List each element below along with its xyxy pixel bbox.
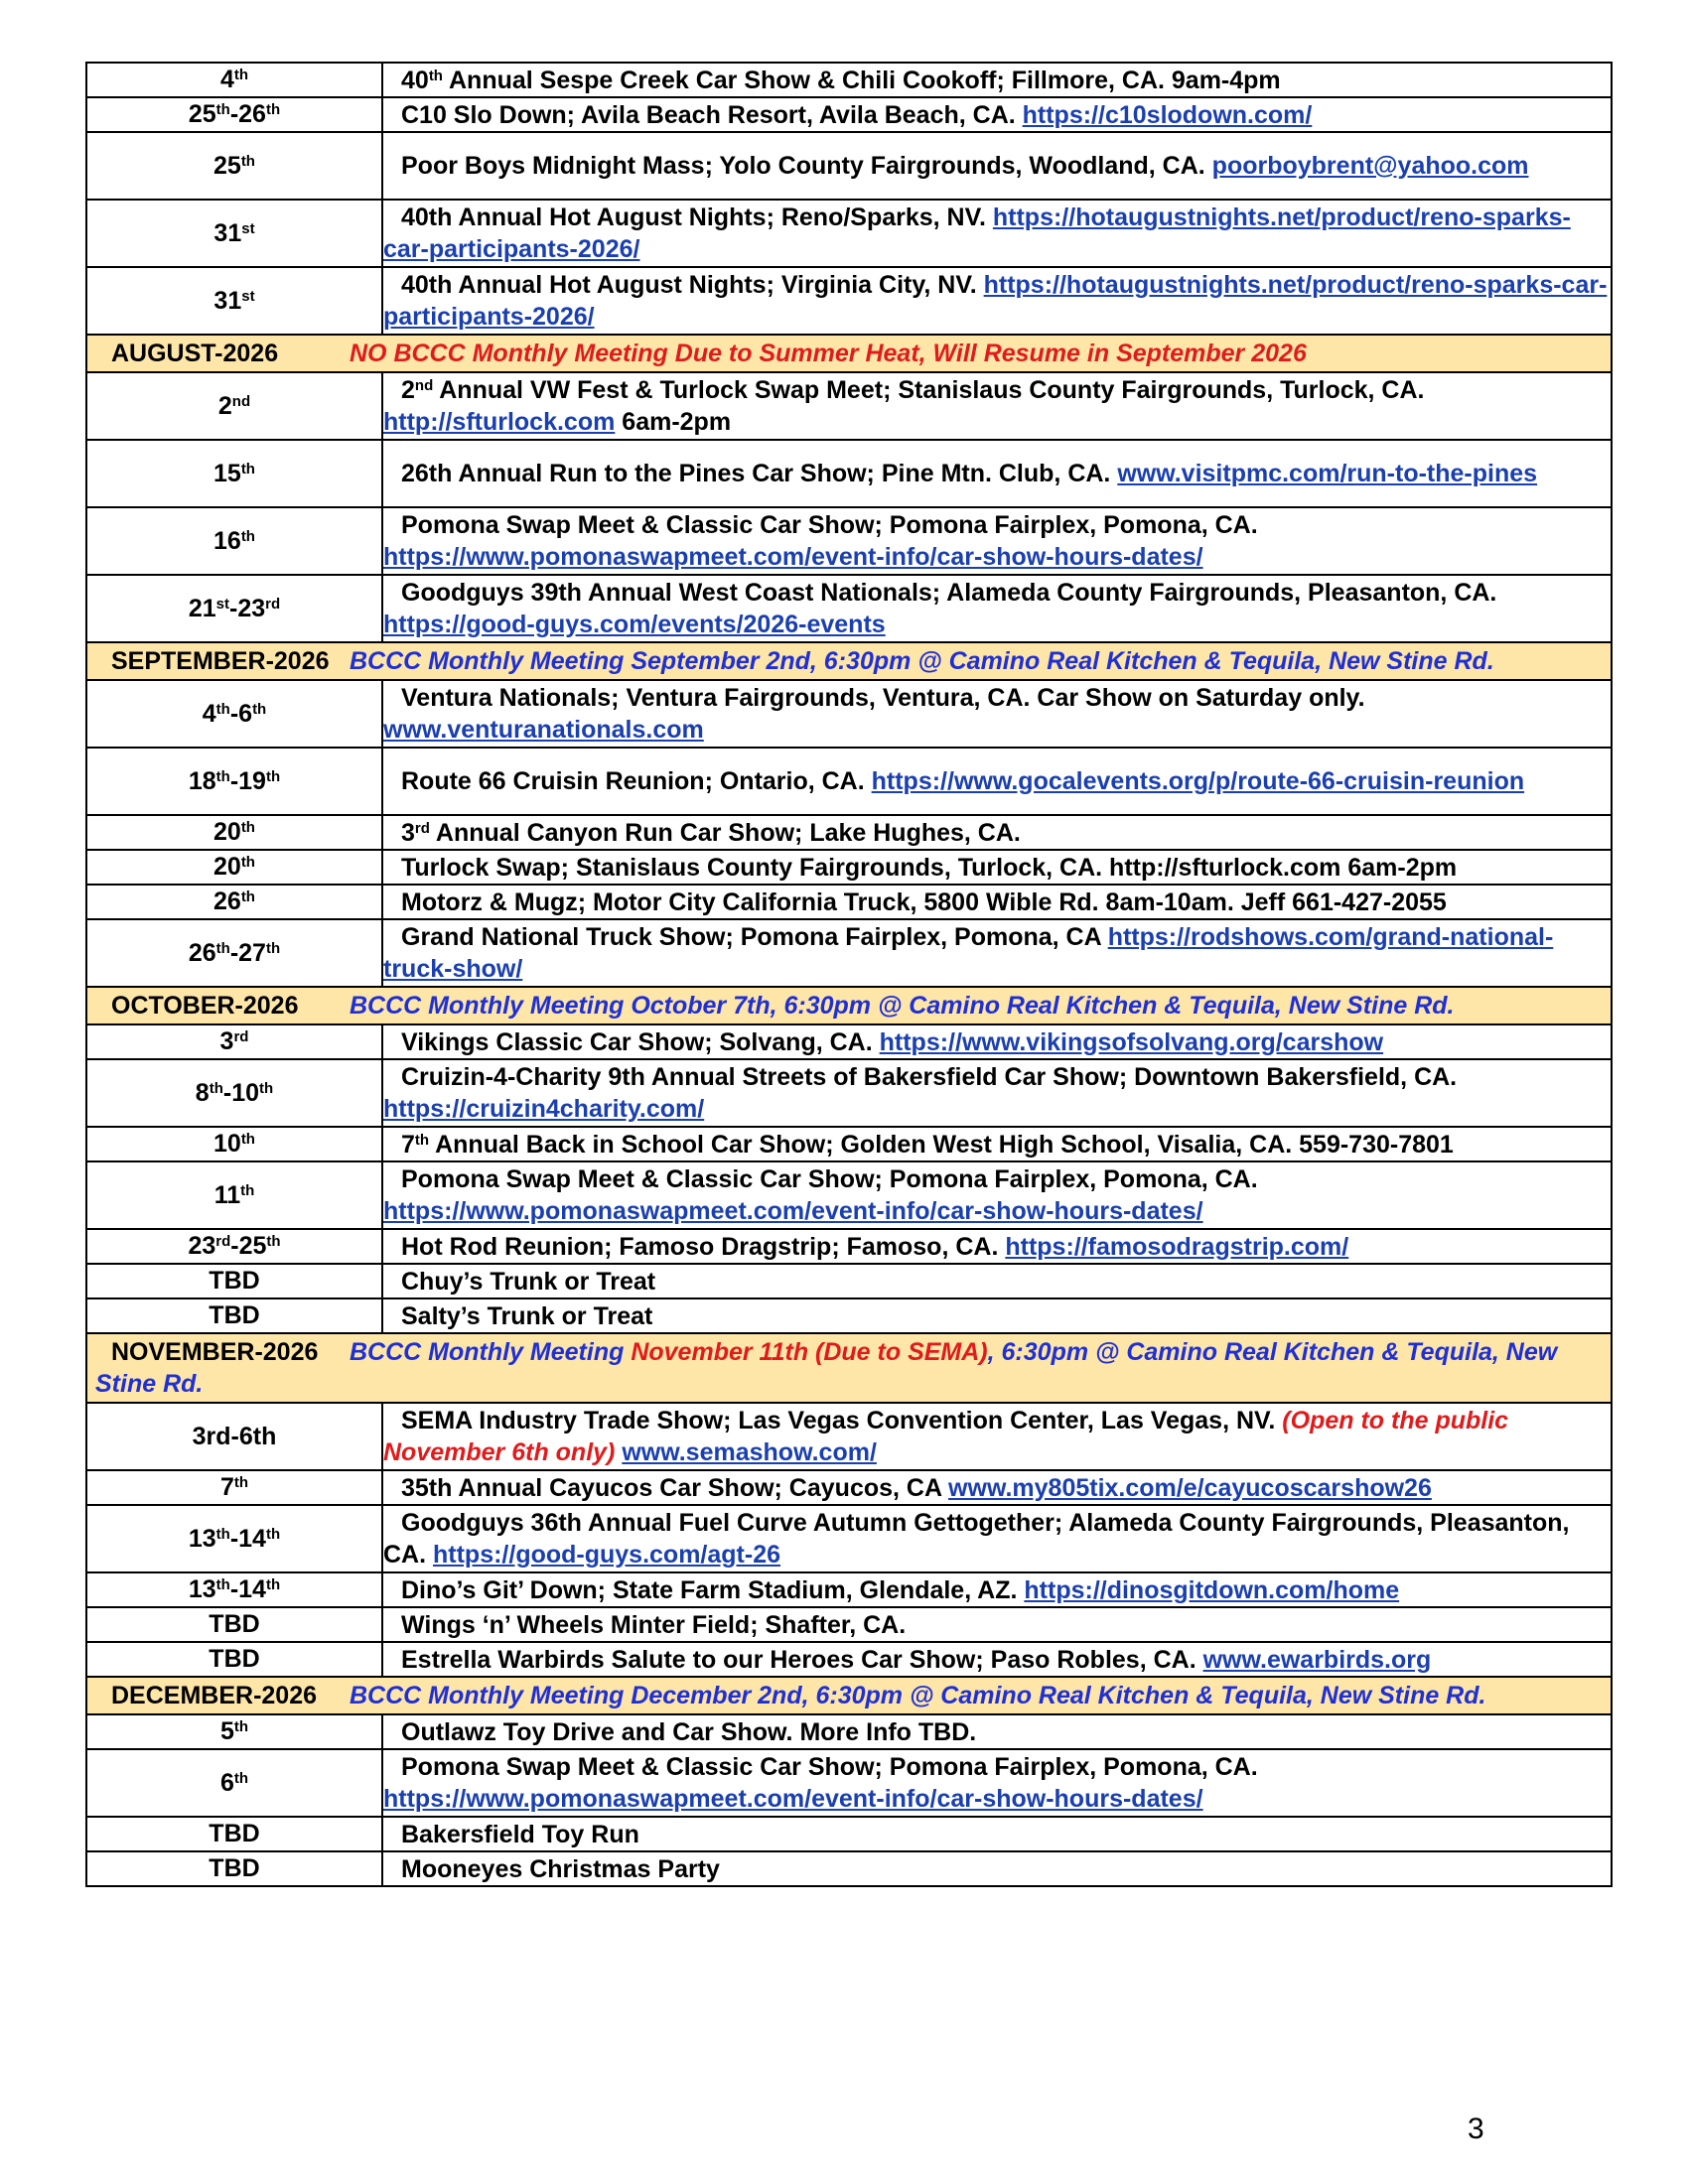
event-date <box>86 97 382 132</box>
event-indent <box>383 854 401 882</box>
event-row <box>86 267 1612 335</box>
event-row <box>86 1817 1612 1851</box>
meeting-note-text: November 11th (Due to SEMA) <box>631 1338 988 1366</box>
event-text: Pomona Swap Meet & Classic Car Show; Pomona Fairplex, Pomona, CA. <box>401 1165 1258 1193</box>
event-description <box>382 919 1612 987</box>
month-header-row <box>86 335 1612 372</box>
event-text: 8 <box>195 1078 210 1107</box>
event-text: Turlock Swap; Stanislaus County Fairgrounds, Turlock, CA. http://sfturlock.com 6am-2pm <box>401 853 1458 882</box>
ordinal-suffix: th <box>240 152 255 170</box>
event-date <box>86 63 382 97</box>
ordinal-suffix: th <box>240 527 255 545</box>
event-text: 13 <box>188 1524 216 1553</box>
event-description <box>382 1470 1612 1505</box>
event-description <box>382 748 1612 815</box>
event-date <box>86 1851 382 1886</box>
event-date <box>86 267 382 335</box>
event-description <box>382 1298 1612 1333</box>
event-indent <box>383 271 401 299</box>
event-text: 20 <box>213 853 241 881</box>
event-date <box>86 1229 382 1264</box>
event-text: Goodguys 36th Annual Fuel Curve Autumn Gettogether; Alameda County Fairgrounds, Pleasanton, CA. <box>383 1509 1570 1569</box>
event-link[interactable]: www.semashow.com/ <box>622 1438 877 1466</box>
event-text: 31 <box>213 218 242 247</box>
event-text: 7 <box>219 1473 234 1501</box>
event-indent <box>383 819 401 847</box>
event-text: 2 <box>217 391 232 420</box>
event-link[interactable]: www.venturanationals.com <box>383 716 704 744</box>
event-indent <box>383 1302 401 1330</box>
event-text: 35th Annual Cayucos Car Show; Cayucos, CA <box>401 1473 949 1502</box>
event-text: TBD <box>209 1645 260 1673</box>
event-description <box>382 63 1612 97</box>
month-header-cell <box>86 1333 1612 1403</box>
event-indent <box>383 1821 401 1848</box>
event-description <box>382 1024 1612 1059</box>
event-row <box>86 850 1612 885</box>
event-row <box>86 680 1612 748</box>
event-row <box>86 1024 1612 1059</box>
month-title: AUGUST-2026 <box>111 340 279 367</box>
event-indent <box>383 1407 401 1434</box>
event-date <box>86 507 382 575</box>
month-title: DECEMBER-2026 <box>111 1682 318 1709</box>
month-header-row <box>86 642 1612 680</box>
event-text: Chuy’s Trunk or Treat <box>401 1267 656 1296</box>
event-indent <box>383 1611 401 1639</box>
event-row <box>86 200 1612 267</box>
event-text: Ventura Nationals; Ventura Fairgrounds, Ventura, CA. Car Show on Saturday only. <box>401 684 1365 712</box>
event-text: -26 <box>229 100 266 128</box>
event-date <box>86 680 382 748</box>
ordinal-suffix: th <box>215 767 230 785</box>
event-text: 5 <box>219 1717 234 1745</box>
event-indent <box>383 1063 401 1091</box>
event-text: -14 <box>229 1575 266 1603</box>
ordinal-suffix: rd <box>233 1028 249 1045</box>
event-link[interactable]: https://www.pomonaswapmeet.com/event-info/car-show-hours-dates/ <box>383 543 1203 571</box>
event-text: 2 <box>401 376 415 404</box>
month-header-row <box>86 1333 1612 1403</box>
event-text: 6am-2pm <box>615 408 732 436</box>
event-description <box>382 1607 1612 1642</box>
month-header-cell <box>86 1677 1612 1714</box>
event-description <box>382 1229 1612 1264</box>
event-date <box>86 1572 382 1607</box>
event-date <box>86 1505 382 1572</box>
event-text: TBD <box>209 1267 260 1295</box>
ordinal-suffix: th <box>265 1576 281 1593</box>
event-date <box>86 1059 382 1127</box>
event-text: 15 <box>213 459 241 487</box>
event-text: 3rd-6th <box>192 1422 277 1450</box>
ordinal-suffix: st <box>215 595 229 613</box>
ordinal-suffix: rd <box>215 1233 231 1250</box>
event-text: Grand National Truck Show; Pomona Fairplex, Pomona, CA <box>401 923 1108 951</box>
event-row <box>86 97 1612 132</box>
event-text: Estrella Warbirds Salute to our Heroes Car Show; Paso Robles, CA. <box>401 1645 1203 1674</box>
event-text: 25 <box>213 151 241 180</box>
event-row <box>86 919 1612 987</box>
event-row <box>86 1642 1612 1677</box>
event-text: 23 <box>188 1232 216 1260</box>
event-row <box>86 1264 1612 1298</box>
ordinal-suffix: rd <box>265 595 281 613</box>
event-row <box>86 372 1612 440</box>
event-text: C10 Slo Down; Avila Beach Resort, Avila Beach, CA. <box>401 100 1023 129</box>
ordinal-suffix: st <box>241 287 255 305</box>
event-description <box>382 885 1612 919</box>
event-link[interactable]: https://good-guys.com/events/2026-events <box>383 611 886 638</box>
ordinal-suffix: th <box>265 1525 281 1543</box>
ordinal-suffix: th <box>233 1769 249 1787</box>
event-text: TBD <box>209 1854 260 1882</box>
event-row <box>86 575 1612 642</box>
event-indent <box>383 767 401 795</box>
events-calendar-body <box>86 63 1612 1886</box>
event-description <box>382 1505 1612 1572</box>
event-text: Pomona Swap Meet & Classic Car Show; Pomona Fairplex, Pomona, CA. <box>401 511 1258 539</box>
event-indent <box>383 888 401 916</box>
event-link[interactable]: https://hotaugustnights.net/product/reno-sparks-car-participants-2026/ <box>383 271 1608 331</box>
ordinal-suffix: th <box>233 1474 249 1491</box>
meeting-note-text: BCCC Monthly Meeting <box>350 1338 632 1366</box>
event-text: Salty’s Trunk or Treat <box>401 1301 653 1330</box>
event-link[interactable]: https://www.pomonaswapmeet.com/event-info/car-show-hours-dates/ <box>383 1197 1203 1225</box>
event-text: Vikings Classic Car Show; Solvang, CA. <box>401 1027 880 1056</box>
event-text: 40th Annual Hot August Nights; Virginia City, NV. <box>401 271 984 299</box>
month-header-cell <box>86 642 1612 680</box>
event-link[interactable]: https://good-guys.com/agt-26 <box>433 1541 780 1569</box>
ordinal-suffix: th <box>240 1181 255 1199</box>
event-text: 40 <box>401 66 429 94</box>
event-link[interactable]: https://hotaugustnights.net/product/reno-sparks-car-participants-2026/ <box>383 204 1571 263</box>
event-text: 26th Annual Run to the Pines Car Show; Pine Mtn. Club, CA. <box>401 460 1118 487</box>
events-calendar-table <box>85 62 1613 1887</box>
event-description <box>382 1572 1612 1607</box>
ordinal-suffix: th <box>266 1233 281 1250</box>
ordinal-suffix: th <box>414 1131 430 1149</box>
event-text: 10 <box>213 1130 241 1158</box>
event-date <box>86 1024 382 1059</box>
ordinal-suffix: th <box>265 767 281 785</box>
event-link[interactable]: www.my805tix.com/e/cayucoscarshow26 <box>948 1473 1432 1502</box>
event-text: TBD <box>209 1610 260 1638</box>
event-text: 20 <box>213 818 241 846</box>
event-text: -10 <box>222 1078 260 1107</box>
event-description <box>382 440 1612 507</box>
event-indent <box>383 101 401 129</box>
event-indent <box>383 1509 401 1537</box>
event-description <box>382 1403 1612 1470</box>
ordinal-suffix: th <box>240 854 255 871</box>
event-description <box>382 1817 1612 1851</box>
event-row <box>86 1851 1612 1886</box>
event-description <box>382 200 1612 267</box>
event-row <box>86 1127 1612 1161</box>
event-text: 11 <box>213 1180 241 1209</box>
event-text: 25 <box>188 100 216 128</box>
event-description <box>382 680 1612 748</box>
month-header-row <box>86 1677 1612 1714</box>
event-text: -19 <box>229 766 266 795</box>
event-link[interactable]: www.visitpmc.com/run-to-the-pines <box>1117 460 1538 487</box>
event-row <box>86 1572 1612 1607</box>
ordinal-suffix: th <box>215 700 230 718</box>
event-note-text: (Open to the public November 6th only) <box>383 1407 1509 1466</box>
event-date <box>86 440 382 507</box>
event-indent <box>383 684 401 712</box>
event-text: Annual VW Fest & Turlock Swap Meet; Stanislaus County Fairgrounds, Turlock, CA. <box>433 376 1425 404</box>
event-date <box>86 1403 382 1470</box>
event-description <box>382 1161 1612 1229</box>
event-description <box>382 1714 1612 1749</box>
event-description <box>382 372 1612 440</box>
ordinal-suffix: th <box>240 1131 255 1148</box>
event-text: TBD <box>209 1301 260 1329</box>
ordinal-suffix: th <box>240 819 255 836</box>
event-text: Motorz & Mugz; Motor City California Truck, 5800 Wible Rd. 8am-10am. Jeff 661-427-2055 <box>401 887 1447 916</box>
event-date <box>86 748 382 815</box>
event-row <box>86 1714 1612 1749</box>
event-date <box>86 1161 382 1229</box>
event-text: -27 <box>229 938 266 967</box>
event-description <box>382 97 1612 132</box>
event-description <box>382 132 1612 200</box>
event-description <box>382 1264 1612 1298</box>
event-indent <box>383 1576 401 1604</box>
event-text: 4 <box>219 66 234 93</box>
event-date <box>86 200 382 267</box>
event-date <box>86 850 382 885</box>
event-text: Poor Boys Midnight Mass; Yolo County Fairgrounds, Woodland, CA. <box>401 152 1212 180</box>
event-row <box>86 132 1612 200</box>
ordinal-suffix: rd <box>414 819 430 837</box>
event-description <box>382 850 1612 885</box>
event-link[interactable]: www.ewarbirds.org <box>1202 1645 1432 1674</box>
event-description <box>382 575 1612 642</box>
event-text: 26 <box>188 938 216 967</box>
ordinal-suffix: th <box>233 1718 249 1735</box>
event-indent <box>383 579 401 607</box>
event-row <box>86 1403 1612 1470</box>
event-row <box>86 1298 1612 1333</box>
event-row <box>86 507 1612 575</box>
event-indent <box>383 923 401 951</box>
event-description <box>382 1059 1612 1127</box>
event-description <box>382 1127 1612 1161</box>
event-text: Outlawz Toy Drive and Car Show. More Info TBD. <box>401 1717 977 1746</box>
event-date <box>86 1470 382 1505</box>
event-text: 13 <box>188 1575 216 1603</box>
event-date <box>86 1607 382 1642</box>
event-text: -6 <box>229 699 253 728</box>
event-row <box>86 1749 1612 1817</box>
event-indent <box>383 1268 401 1296</box>
event-indent <box>383 1474 401 1502</box>
event-text: Goodguys 39th Annual West Coast Nationals; Alameda County Fairgrounds, Pleasanton, CA. <box>401 579 1497 607</box>
ordinal-suffix: th <box>209 1079 223 1097</box>
event-text: -14 <box>229 1524 266 1553</box>
ordinal-suffix: th <box>240 460 255 478</box>
event-text: Annual Back in School Car Show; Golden West High School, Visalia, CA. 559-730-7801 <box>429 1130 1454 1159</box>
event-text: 40th Annual Hot August Nights; Reno/Sparks, NV. <box>401 204 993 231</box>
ordinal-suffix: st <box>241 219 255 237</box>
event-indent <box>383 67 401 94</box>
event-date <box>86 1714 382 1749</box>
month-header-cell <box>86 335 1612 372</box>
ordinal-suffix: th <box>215 1576 230 1593</box>
event-text: Mooneyes Christmas Party <box>401 1854 720 1883</box>
event-date <box>86 1749 382 1817</box>
event-description <box>382 815 1612 850</box>
ordinal-suffix: th <box>215 939 230 957</box>
ordinal-suffix: th <box>428 67 443 84</box>
event-link[interactable]: http://sfturlock.com <box>383 408 616 436</box>
event-date <box>86 1642 382 1677</box>
event-row <box>86 815 1612 850</box>
event-text: Annual Sespe Creek Car Show & Chili Cookoff; Fillmore, CA. 9am-4pm <box>442 66 1281 94</box>
event-date <box>86 1264 382 1298</box>
event-link[interactable]: https://rodshows.com/grand-national-truck-show/ <box>383 923 1554 983</box>
event-text: Bakersfield Toy Run <box>401 1820 639 1848</box>
ordinal-suffix: th <box>233 67 249 83</box>
event-link[interactable]: https://famosodragstrip.com/ <box>1005 1232 1349 1261</box>
event-indent <box>383 1718 401 1746</box>
event-date <box>86 1298 382 1333</box>
month-title: NOVEMBER-2026 <box>111 1338 319 1366</box>
event-text: Hot Rod Reunion; Famoso Dragstrip; Famoso, CA. <box>401 1232 1006 1261</box>
event-date <box>86 815 382 850</box>
event-text: 7 <box>401 1130 415 1159</box>
meeting-note-text: BCCC Monthly Meeting September 2nd, 6:30pm @ Camino Real Kitchen & Tequila, New Stine Rd. <box>350 647 1494 675</box>
event-row <box>86 1505 1612 1572</box>
event-text: 4 <box>202 699 216 728</box>
event-date <box>86 575 382 642</box>
event-indent <box>383 1646 401 1674</box>
event-text: Dino’s Git’ Down; State Farm Stadium, Glendale, AZ. <box>401 1575 1025 1604</box>
event-text: TBD <box>209 1820 260 1847</box>
event-text: 3 <box>219 1027 234 1055</box>
ordinal-suffix: nd <box>414 377 434 394</box>
event-text: 26 <box>213 887 241 915</box>
event-indent <box>383 1165 401 1193</box>
event-link[interactable]: https://c10slodown.com/ <box>1022 100 1313 129</box>
event-indent <box>383 152 401 180</box>
event-text: -23 <box>229 594 266 622</box>
event-row <box>86 748 1612 815</box>
event-text: 6 <box>219 1768 234 1797</box>
event-indent <box>383 1855 401 1883</box>
meeting-note-text: , 6:30pm @ Camino Real Kitchen & Tequila, New Stine Rd. <box>95 1338 1558 1398</box>
event-indent <box>383 1233 401 1261</box>
event-date <box>86 1127 382 1161</box>
event-link[interactable]: https://www.pomonaswapmeet.com/event-info/car-show-hours-dates/ <box>383 1785 1203 1813</box>
event-indent <box>383 204 401 231</box>
event-indent <box>383 1131 401 1159</box>
event-date <box>86 372 382 440</box>
event-description <box>382 507 1612 575</box>
event-text: 21 <box>188 594 216 622</box>
event-row <box>86 885 1612 919</box>
event-date <box>86 1817 382 1851</box>
event-row <box>86 1229 1612 1264</box>
event-link[interactable]: https://www.gocalevents.org/p/route-66-cruisin-reunion <box>871 767 1525 795</box>
event-text: 16 <box>213 526 241 555</box>
event-row <box>86 440 1612 507</box>
ordinal-suffix: th <box>215 101 230 118</box>
event-row <box>86 1161 1612 1229</box>
meeting-note-text: BCCC Monthly Meeting October 7th, 6:30pm @ Camino Real Kitchen & Tequila, New Stine Rd. <box>350 992 1455 1020</box>
event-text: Cruizin-4-Charity 9th Annual Streets of Bakersfield Car Show; Downtown Bakersfield, CA. <box>401 1063 1458 1091</box>
event-description <box>382 1642 1612 1677</box>
event-indent <box>383 1028 401 1056</box>
event-text: Pomona Swap Meet & Classic Car Show; Pomona Fairplex, Pomona, CA. <box>401 1753 1258 1781</box>
event-link[interactable]: https://www.vikingsofsolvang.org/carshow <box>879 1027 1384 1056</box>
event-text: -25 <box>230 1232 267 1260</box>
ordinal-suffix: nd <box>231 392 251 410</box>
event-row <box>86 1470 1612 1505</box>
event-text: Annual Canyon Run Car Show; Lake Hughes, CA. <box>429 818 1021 847</box>
event-description <box>382 1851 1612 1886</box>
event-date <box>86 132 382 200</box>
month-title: SEPTEMBER-2026 <box>111 647 330 675</box>
meeting-note-text: NO BCCC Monthly Meeting Due to Summer Heat, Will Resume in September 2026 <box>350 340 1307 367</box>
event-indent <box>383 460 401 487</box>
ordinal-suffix: th <box>259 1079 274 1097</box>
event-indent <box>383 1753 401 1781</box>
event-description <box>382 1749 1612 1817</box>
ordinal-suffix: th <box>215 1525 230 1543</box>
event-description <box>382 267 1612 335</box>
event-row <box>86 1607 1612 1642</box>
event-text: 31 <box>213 286 242 315</box>
event-link[interactable]: https://dinosgitdown.com/home <box>1024 1575 1400 1604</box>
event-link[interactable]: https://cruizin4charity.com/ <box>383 1095 705 1123</box>
event-text: SEMA Industry Trade Show; Las Vegas Convention Center, Las Vegas, NV. <box>401 1407 1283 1434</box>
ordinal-suffix: th <box>240 888 255 905</box>
meeting-note-text: BCCC Monthly Meeting December 2nd, 6:30pm @ Camino Real Kitchen & Tequila, New Stine Rd. <box>350 1682 1486 1709</box>
event-date <box>86 919 382 987</box>
event-text: Route 66 Cruisin Reunion; Ontario, CA. <box>401 767 872 795</box>
event-indent <box>383 376 401 404</box>
event-link[interactable]: poorboybrent@yahoo.com <box>1211 152 1529 180</box>
event-indent <box>383 511 401 539</box>
event-text: 18 <box>188 766 216 795</box>
ordinal-suffix: th <box>265 101 281 118</box>
event-row <box>86 1059 1612 1127</box>
month-header-row <box>86 987 1612 1024</box>
month-header-cell <box>86 987 1612 1024</box>
ordinal-suffix: th <box>252 700 267 718</box>
event-text: 3 <box>401 818 415 847</box>
ordinal-suffix: th <box>265 939 281 957</box>
page-number: 3 <box>1468 2113 1484 2145</box>
event-text: Wings ‘n’ Wheels Minter Field; Shafter, CA. <box>401 1610 907 1639</box>
event-row <box>86 63 1612 97</box>
event-date <box>86 885 382 919</box>
month-title: OCTOBER-2026 <box>111 992 299 1020</box>
